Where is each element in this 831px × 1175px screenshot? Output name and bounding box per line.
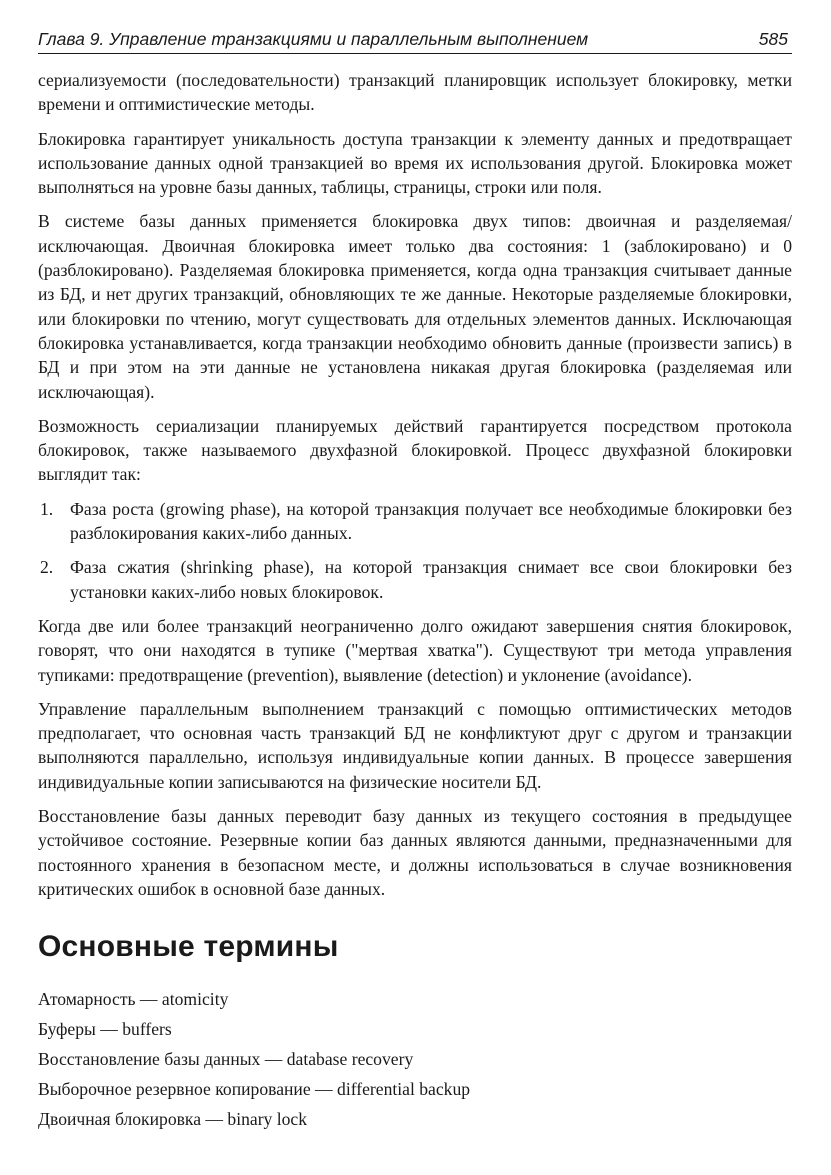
paragraph-database-recovery: Восстановление базы данных переводит базу данных из текущего состояния в предыдущее устойчивое состояние. Резервные копии баз данных являются данными, предназначенными для постоянного хранения в безопасном месте, и должны использоваться в случае возникновения критических ошибок в основной базе данных. (38, 806, 792, 899)
term-item: Выборочное резервное копирование — differential backup (38, 1079, 471, 1100)
paragraph-optimistic-methods: Управление параллельным выполнением транзакций с помощью оптимистических методов предполагает, что основная часть транзакций БД не конфликтуют друг с другом и транзакции выполняются параллельно, используя индивидуальные копии данных. В процессе завершения индивидуальные копии записываются на физические носители БД. (38, 698, 792, 792)
paragraph-two-phase-locking: Возможность сериализации планируемых действий гарантируется посредством протокола блокировок, также называемого двухфазной блокировкой. Процесс двухфазной блокировки выглядит так: (38, 415, 792, 485)
list-item-shrinking-phase (38, 555, 792, 604)
book-page (38, 28, 792, 1137)
list-item-number: 1. (40, 498, 54, 519)
term-item: Буферы — buffers (38, 1019, 172, 1040)
term-item: Восстановление базы данных — database recovery (38, 1049, 414, 1070)
terms-list (38, 987, 792, 1131)
paragraph-locking: Блокировка гарантирует уникальность доступа транзакции к элементу данных и предотвращает использование данных одной транзакцией во время их использования другой. Блокировка может выполняться на уровне базы данных, таблицы, страницы, строки или поля. (38, 128, 792, 198)
term-item: Атомарность — atomicity (38, 989, 229, 1010)
chapter-title: Глава 9. Управление транзакциями и параллельным выполнением (38, 29, 589, 49)
list-item-growing-phase (38, 497, 792, 546)
list-item-text: Фаза роста (growing phase), на которой транзакция получает все необходимые блокировки без разблокирования каких-либо данных. (70, 498, 792, 544)
section-heading: Основные термины (38, 930, 339, 964)
body-text (38, 68, 792, 901)
page-number: 585 (758, 29, 788, 49)
paragraph-serializability-continuation: сериализуемости (последовательности) транзакций планировщик использует блокировку, метки времени и оптимистические методы. (38, 70, 792, 115)
list-item-text: Фаза сжатия (shrinking phase), на которой транзакция снимает все свои блокировки без установки каких-либо новых блокировок. (70, 557, 792, 602)
paragraph-lock-types: В системе базы данных применяется блокировка двух типов: двоичная и разделяемая/исключающая. Двоичная блокировка имеет только два состояния: 1 (заблокировано) и 0 (разблокировано). Разделяемая блокировка применяется, когда одна транзакция считывает данные из БД, и нет других транзакций, обновляющих те же данные. Некоторые разделяемые блокировки, или блокировки по чтению, могут существовать для отдельных элементов данных. Исключающая блокировка устанавливается, когда транзакции необходимо обновить данные (произвести запись) в БД и при этом на эти данные не установлена никакая другая блокировка (разделяемая или исключающая). (38, 211, 792, 402)
phase-list (38, 497, 792, 604)
term-item: Двоичная блокировка — binary lock (38, 1109, 308, 1130)
list-item-number: 2. (40, 557, 54, 578)
paragraph-deadlocks: Когда две или более транзакций неограниченно долго ожидают завершения снятия блокировок, говорят, что они находятся в тупике ("мертвая хватка"). Существуют три метода управления тупиками: предотвращение (prevention), выявление (detection) и уклонение (avoidance). (38, 615, 792, 685)
running-header (38, 28, 792, 54)
